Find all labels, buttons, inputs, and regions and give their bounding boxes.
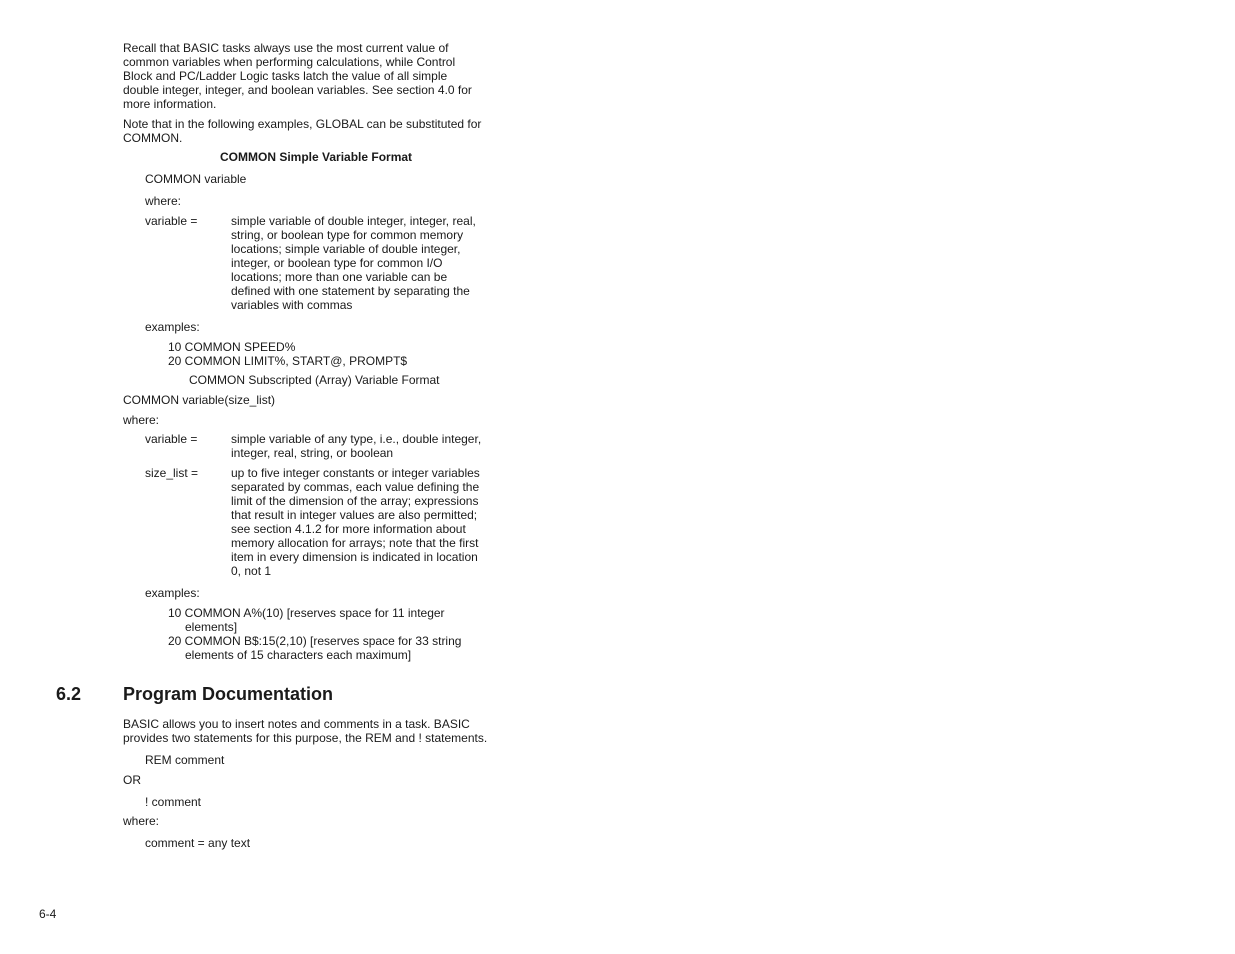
array-example-2 [168, 634, 498, 662]
simple-syntax: COMMON variable [145, 172, 247, 186]
text-line: separated by commas, each value defining the [231, 480, 480, 494]
array-where-label: where: [123, 413, 160, 427]
simple-examples [168, 340, 498, 368]
page-number: 6-4 [39, 907, 57, 921]
text-line: COMMON. [123, 131, 183, 145]
text-line: locations; more than one variable can be [231, 270, 448, 284]
code-line: 10 COMMON A%(10) [reserves space for 11 integer [168, 606, 445, 620]
text-line: locations; simple variable of double integer, [231, 242, 461, 256]
text-line: defined with one statement by separating the [231, 284, 470, 298]
text-line: BASIC allows you to insert notes and comments in a task. BASIC [123, 717, 470, 731]
code-line: 20 COMMON LIMIT%, START@, PROMPT$ [168, 354, 408, 368]
simple-format-heading: COMMON Simple Variable Format [220, 150, 413, 164]
array-format-heading: COMMON Subscripted (Array) Variable Format [189, 373, 440, 387]
array-term-size-list: size_list = [145, 466, 199, 480]
text-line: limit of the dimension of the array; expressions [231, 494, 479, 508]
text-line: 0, not 1 [231, 564, 272, 578]
intro-paragraph-2 [123, 117, 508, 145]
array-syntax: COMMON variable(size_list) [123, 393, 276, 407]
simple-examples-label: examples: [145, 320, 200, 334]
code-line: elements] [185, 620, 238, 634]
section-number: 6.2 [56, 684, 82, 704]
code-line: 10 COMMON SPEED% [168, 340, 296, 354]
text-line: integer, or boolean type for common I/O [231, 256, 443, 270]
text-line: integer, real, string, or boolean [231, 446, 394, 460]
text-line: Note that in the following examples, GLOBAL can be substituted for [123, 117, 482, 131]
text-line: up to five integer constants or integer variables [231, 466, 480, 480]
section-where-label: where: [123, 814, 160, 828]
text-line: more information. [123, 97, 217, 111]
text-line: string, or boolean type for common memory [231, 228, 464, 242]
text-line: that result in integer values are also permitted; [231, 508, 478, 522]
simple-where-label: where: [145, 194, 182, 208]
text-line: item in every dimension is indicated in location [231, 550, 478, 564]
comment-definition: comment = any text [145, 836, 251, 850]
text-line: common variables when performing calculations, while Control [123, 55, 456, 69]
array-examples-label: examples: [145, 586, 200, 600]
simple-definition [231, 214, 501, 312]
text-line: see section 4.1.2 for more information about [231, 522, 466, 536]
bang-syntax: ! comment [145, 795, 202, 809]
array-definition-size-list [231, 466, 501, 578]
code-line: elements of 15 characters each maximum] [185, 648, 412, 662]
simple-term-variable: variable = [145, 214, 198, 228]
text-line: double integer, integer, and boolean variables. See section 4.0 for [123, 83, 472, 97]
array-examples [168, 606, 498, 662]
rem-syntax: REM comment [145, 753, 225, 767]
code-line: 20 COMMON B$:15(2,10) [reserves space for 33 string [168, 634, 462, 648]
text-line: Block and PC/Ladder Logic tasks latch the value of all simple [123, 69, 448, 83]
or-label: OR [123, 773, 141, 787]
text-line: simple variable of double integer, integer, real, [231, 214, 476, 228]
text-line: Recall that BASIC tasks always use the most current value of [123, 41, 449, 55]
array-example-1 [168, 606, 498, 634]
intro-paragraph-1 [123, 41, 508, 111]
section-paragraph [123, 717, 523, 745]
array-term-variable: variable = [145, 432, 198, 446]
text-line: provides two statements for this purpose, the REM and ! statements. [123, 731, 488, 745]
text-line: variables with commas [231, 298, 353, 312]
section-title: Program Documentation [123, 684, 334, 704]
array-definition-variable [231, 432, 501, 460]
text-line: simple variable of any type, i.e., double integer, [231, 432, 482, 446]
text-line: memory allocation for arrays; note that the first [231, 536, 479, 550]
